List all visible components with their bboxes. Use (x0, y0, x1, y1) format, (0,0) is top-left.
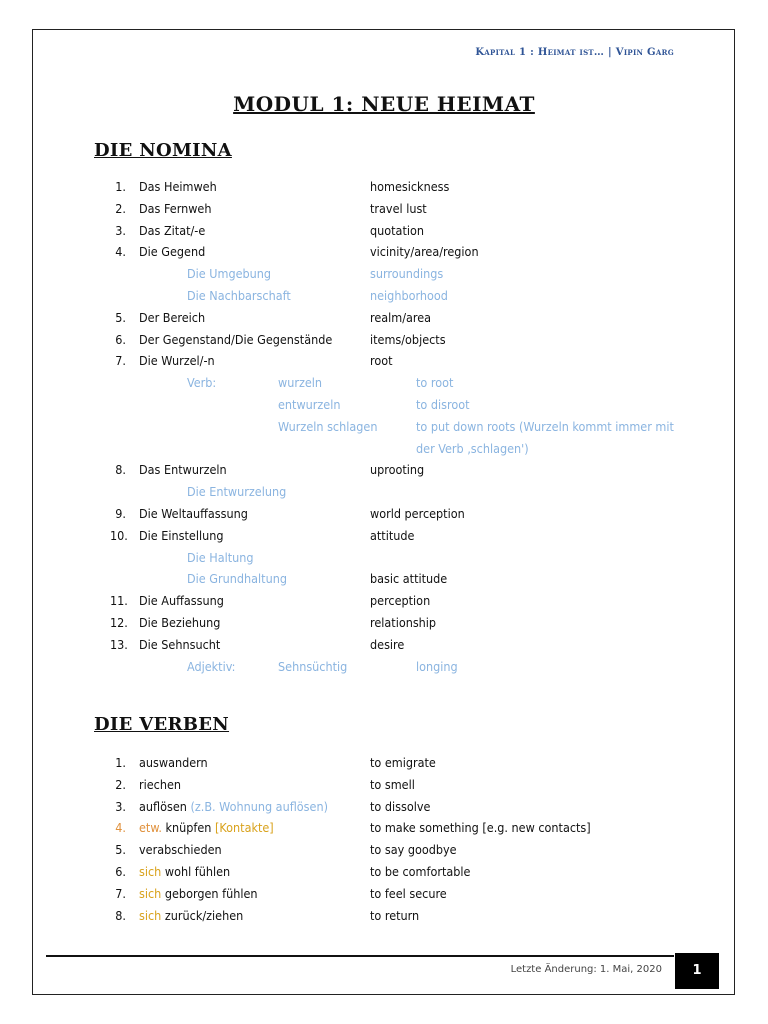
translation: perception (370, 593, 431, 609)
translation: to feel secure (370, 885, 447, 901)
translation: world perception (370, 506, 465, 521)
german-term: Die Gegend (139, 244, 206, 260)
translation: root (370, 353, 393, 369)
adjective-german: Sehnsüchtig (278, 658, 348, 674)
german-verb: Wurzeln schlagen (278, 418, 378, 434)
german-term: Das Zitat/-e (139, 222, 206, 238)
reflexive-prefix: sich (139, 885, 162, 901)
section-heading-nomina: DIE NOMINA (94, 140, 232, 161)
translation: basic attitude (370, 571, 448, 587)
german-verb-phrase (139, 884, 258, 904)
item-number: 4. (115, 244, 126, 260)
translation: attitude (370, 527, 415, 543)
translation: items/objects (370, 331, 446, 347)
translation: to return (370, 907, 420, 923)
item-number: 3. (115, 798, 126, 814)
german-term: Das Entwurzeln (139, 462, 227, 478)
section-heading-verben: DIE VERBEN (94, 714, 230, 735)
german-verb-phrase (139, 906, 243, 926)
item-number: 5. (115, 309, 126, 325)
verb-translation: to root (416, 375, 454, 391)
reflexive-prefix: sich (139, 907, 162, 923)
item-number: 3. (115, 222, 126, 238)
translation: realm/area (370, 309, 432, 325)
translation: quotation (370, 222, 424, 238)
verb-text: zurück/ziehen (161, 907, 244, 923)
german-subterm: Die Grundhaltung (187, 571, 287, 587)
adjective-translation: longing (416, 658, 458, 674)
german-term: Die Weltauffassung (139, 506, 248, 521)
item-number: 13. (110, 636, 128, 652)
german-verb: entwurzeln (278, 397, 341, 412)
german-verb-phrase (139, 797, 328, 817)
german-term: Die Beziehung (139, 615, 221, 630)
translation: homesickness (370, 179, 450, 194)
item-number: 8. (115, 907, 126, 923)
verb-text: auswandern (139, 755, 208, 770)
german-subterm: Die Nachbarschaft (187, 288, 291, 303)
translation: surroundings (370, 266, 444, 282)
german-verb-phrase (139, 862, 230, 882)
item-number: 6. (115, 331, 126, 347)
item-number: 11. (110, 593, 128, 609)
german-subterm: Die Umgebung (187, 266, 272, 282)
german-term: Das Fernweh (139, 200, 212, 216)
translation: to say goodbye (370, 842, 457, 858)
footer-last-modified: Letzte Änderung: 1. Mai, 2020 (510, 964, 662, 975)
verb-note: (z.B. Wohnung auflösen) (190, 798, 328, 814)
header-author: Vipin Garg (615, 47, 674, 58)
translation: to dissolve (370, 798, 431, 814)
german-verb-phrase (139, 753, 208, 773)
verb-translation: to put down roots (Wurzeln kommt immer mit (416, 418, 674, 434)
verb-translation: to disroot (416, 397, 470, 412)
translation: neighborhood (370, 288, 448, 303)
item-number: 8. (115, 462, 126, 478)
translation: vicinity/area/region (370, 244, 479, 260)
running-header (475, 47, 674, 58)
item-number: 6. (115, 864, 126, 879)
verb-text: geborgen fühlen (161, 885, 258, 901)
translation: relationship (370, 615, 437, 630)
german-verb-phrase (139, 840, 222, 860)
page-number: 1 (675, 953, 719, 989)
translation: to be comfortable (370, 864, 471, 879)
verb-text: verabschieden (139, 842, 222, 858)
verb-text: auflösen (139, 798, 191, 814)
verb-note: [Kontakte] (215, 820, 274, 836)
translation: uprooting (370, 462, 425, 478)
german-term: Die Sehnsucht (139, 636, 221, 652)
verb-text: wohl fühlen (161, 864, 231, 879)
item-number: 9. (115, 506, 126, 521)
item-number: 5. (115, 842, 126, 858)
german-term: Die Wurzel/-n (139, 353, 215, 369)
german-verb-phrase (139, 818, 274, 838)
german-term: Das Heimweh (139, 179, 217, 194)
item-number: 2. (115, 200, 126, 216)
reflexive-prefix: etw. (139, 820, 162, 836)
item-number: 7. (115, 885, 126, 901)
item-number: 2. (115, 776, 126, 792)
german-verb-phrase (139, 775, 181, 795)
german-term: Die Einstellung (139, 527, 224, 543)
item-number: 1. (115, 179, 126, 194)
german-term: Der Gegenstand/Die Gegenstände (139, 331, 333, 347)
item-number: 4. (115, 820, 126, 836)
translation: desire (370, 636, 405, 652)
item-number: 10. (110, 527, 128, 543)
german-verb: wurzeln (278, 375, 323, 391)
item-number: 1. (115, 755, 126, 770)
verb-text: knüpfen (161, 820, 216, 836)
german-subterm: Die Haltung (187, 549, 254, 565)
item-number: 7. (115, 353, 126, 369)
german-term: Die Auffassung (139, 593, 224, 609)
header-chapter: Kapital 1 : Heimat ist… (475, 47, 605, 58)
adjective-label: Adjektiv: (187, 658, 236, 674)
translation: to emigrate (370, 755, 436, 770)
translation: to smell (370, 776, 415, 792)
page-title: MODUL 1: NEUE HEIMAT (233, 92, 535, 116)
verb-text: riechen (139, 776, 182, 792)
verb-translation-cont: der Verb ‚schlagen') (416, 440, 529, 456)
german-term: Der Bereich (139, 309, 206, 325)
german-subterm: Die Entwurzelung (187, 484, 287, 500)
translation: to make something [e.g. new contacts] (370, 820, 591, 836)
item-number: 12. (110, 615, 128, 630)
translation: travel lust (370, 200, 427, 216)
footer-rule (46, 955, 674, 957)
header-separator: | (608, 47, 612, 58)
verb-label: Verb: (187, 375, 217, 391)
reflexive-prefix: sich (139, 864, 162, 879)
